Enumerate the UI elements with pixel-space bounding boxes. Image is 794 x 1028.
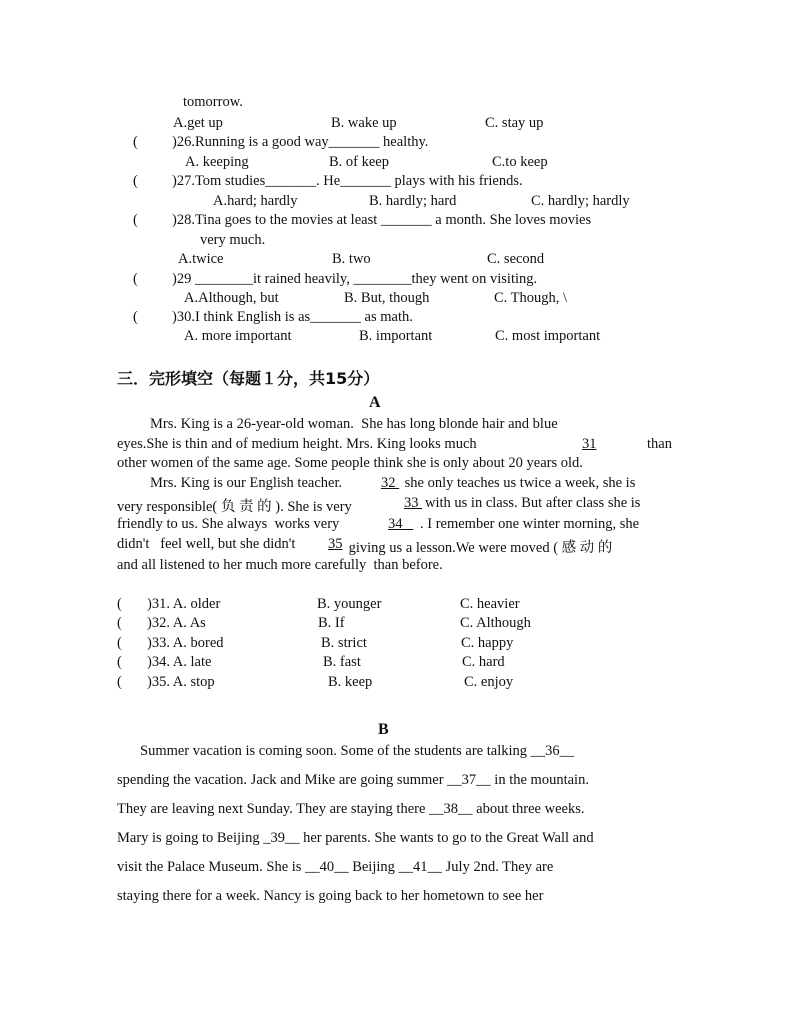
q25-continuation: tomorrow. (183, 94, 243, 110)
q29-stem: )29 ________it rained heavily, ________they went on visiting. (172, 271, 538, 287)
q32-option-c: C. Although (460, 615, 531, 631)
q26-option-c: C.to keep (492, 154, 548, 170)
q26-option-a: A. keeping (185, 154, 249, 170)
passage-b-label: B (378, 721, 389, 738)
q25-option-c: C. stay up (485, 115, 544, 131)
blank-31: 31 (582, 436, 597, 452)
q26-stem: )26.Running is a good way_______ healthy. (172, 134, 429, 150)
q35-option-c: C. enjoy (464, 674, 514, 690)
passage-a-label: A (369, 394, 381, 411)
q34-option-b: B. fast (323, 654, 361, 670)
q33-option-a: )33. A. bored (147, 635, 224, 651)
q29-option-b: B. But, though (344, 290, 430, 306)
q35-option-a: )35. A. stop (147, 674, 215, 690)
q30-option-a: A. more important (184, 328, 292, 344)
q30-option-c: C. most important (495, 328, 601, 344)
passage-a-line: she only teaches us twice a week, she is (401, 475, 636, 491)
q27-paren: ( (133, 173, 138, 189)
q28-stem: )28.Tina goes to the movies at least _______ a month. She loves movies (172, 212, 592, 228)
q34-paren: ( (117, 654, 122, 670)
q30-stem: )30.I think English is as_______ as math. (172, 309, 413, 325)
passage-a-line: other women of the same age. Some people think she is only about 20 years old. (117, 455, 583, 471)
q32-option-a: )32. A. As (147, 615, 206, 631)
q28-option-b: B. two (332, 251, 371, 267)
q30-option-b: B. important (359, 328, 433, 344)
passage-b-line: Summer vacation is coming soon. Some of the students are talking __36__ (140, 743, 575, 759)
q27-option-c: C. hardly; hardly (531, 193, 630, 209)
q27-option-b: B. hardly; hard (369, 193, 457, 209)
q33-option-c: C. happy (461, 635, 514, 651)
q33-option-b: B. strict (321, 635, 367, 651)
q31-paren: ( (117, 596, 122, 612)
q26-option-b: B. of keep (329, 154, 389, 170)
passage-a-line: . I remember one winter morning, she (420, 516, 640, 532)
q30-paren: ( (133, 309, 138, 325)
q35-option-b: B. keep (328, 674, 373, 690)
passage-a-line: Mrs. King is a 26-year-old woman. She has long blonde hair and blue (150, 416, 558, 432)
q26-paren: ( (133, 134, 138, 150)
q28-option-a: A.twice (178, 251, 224, 267)
q25-option-b: B. wake up (331, 115, 397, 131)
q33-paren: ( (117, 635, 122, 651)
passage-a-line: eyes.She is thin and of medium height. Mrs. King looks much (117, 436, 477, 452)
passage-a-line: very responsible( 负 责 的 ). She is very (117, 499, 356, 515)
section-title: 三．完形填空（每题１分，共15分） (117, 369, 380, 388)
passage-a-line: didn't feel well, but she didn't (117, 536, 300, 552)
passage-b-line: They are leaving next Sunday. They are staying there __38__ about three weeks. (117, 801, 585, 817)
q31-option-c: C. heavier (460, 596, 520, 612)
blank-35: 35 (328, 536, 343, 552)
q32-paren: ( (117, 615, 122, 631)
q34-option-c: C. hard (462, 654, 505, 670)
q29-option-a: A.Although, but (184, 290, 279, 306)
q29-paren: ( (133, 271, 138, 287)
q29-option-c: C. Though, \ (494, 290, 568, 306)
q34-option-a: )34. A. late (147, 654, 212, 670)
q35-paren: ( (117, 674, 122, 690)
q27-option-a: A.hard; hardly (213, 193, 298, 209)
q28-paren: ( (133, 212, 138, 228)
passage-a-line: giving us a lesson.We were moved ( 感 动 的 (345, 540, 613, 556)
passage-a-line: friendly to us. She always works very (117, 516, 351, 532)
blank-34: 34 (388, 516, 414, 532)
passage-b-line: staying there for a week. Nancy is going back to her hometown to see her (117, 888, 544, 904)
passage-a-line: than (647, 436, 672, 452)
passage-b-line: Mary is going to Beijing _39__ her parents. She wants to go to the Great Wall and (117, 830, 594, 846)
passage-a-line: with us in class. But after class she is (425, 495, 641, 511)
blank-32: 32 (381, 475, 400, 491)
q31-option-b: B. younger (317, 596, 382, 612)
q28-continuation: very much. (200, 232, 266, 248)
passage-a-line: and all listened to her much more carefully than before. (117, 557, 443, 573)
q32-option-b: B. If (318, 615, 345, 631)
q28-option-c: C. second (487, 251, 545, 267)
passage-b-line: visit the Palace Museum. She is __40__ Beijing __41__ July 2nd. They are (117, 859, 554, 875)
passage-b-line: spending the vacation. Jack and Mike are going summer __37__ in the mountain. (117, 772, 589, 788)
passage-a-line: Mrs. King is our English teacher. (150, 475, 346, 491)
q25-option-a: A.get up (173, 115, 223, 131)
q31-option-a: )31. A. older (147, 596, 221, 612)
q27-stem: )27.Tom studies_______. He_______ plays with his friends. (172, 173, 523, 189)
blank-33: 33 (404, 495, 423, 511)
